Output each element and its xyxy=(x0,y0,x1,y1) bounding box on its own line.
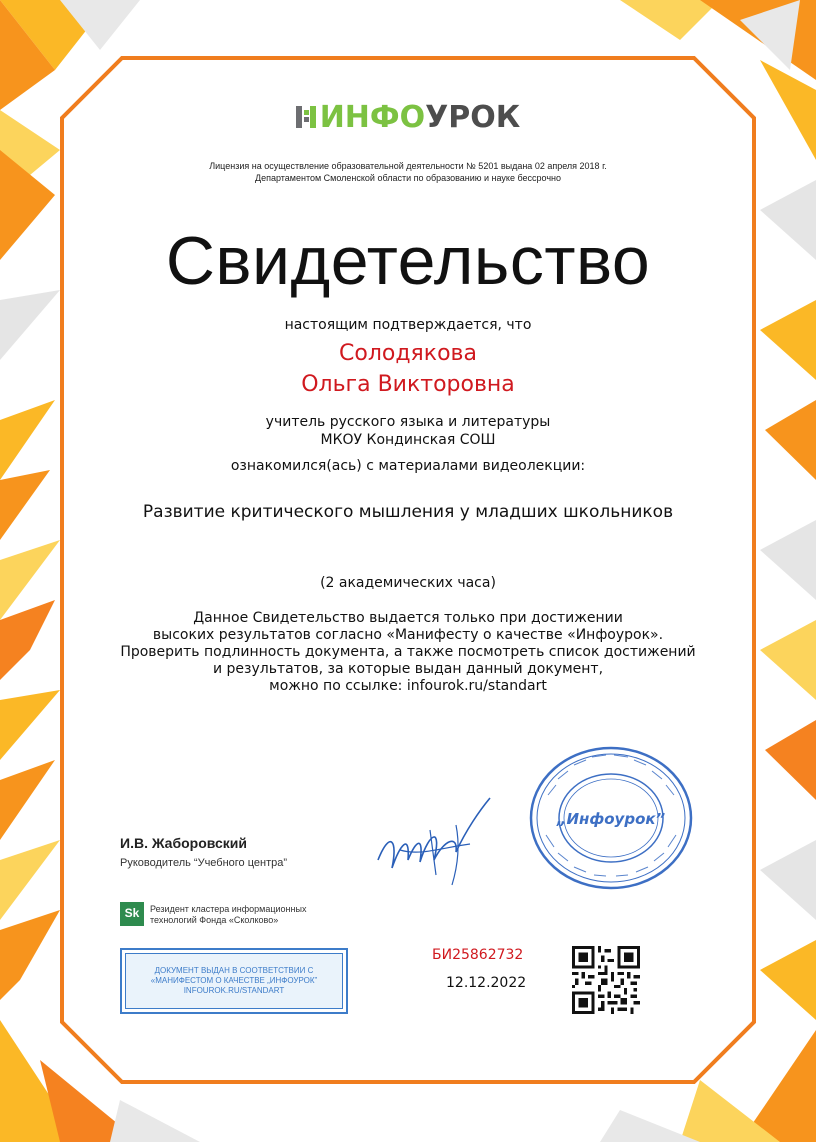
course-title: Развитие критического мышления у младших школьников xyxy=(142,502,674,522)
skolkovo-badge-text: Sk xyxy=(124,906,140,920)
qr-code-icon xyxy=(572,946,640,1014)
skolkovo-line-2: технологий Фонда «Сколково» xyxy=(150,915,279,925)
statement-line-5: можно по ссылке: infourok.ru/standart xyxy=(269,678,547,694)
manifesto-line-1: ДОКУМЕНТ ВЫДАН В СООТВЕТСТВИИ С xyxy=(154,966,314,975)
signatory-role: Руководитель “Учебного центра” xyxy=(120,857,288,869)
logo-text-part1: ИНФО xyxy=(319,100,426,135)
manifesto-line-3: INFOUROK.RU/STANDART xyxy=(183,986,285,995)
logo-text-part2: УРОК xyxy=(425,100,521,135)
statement-line-1: Данное Свидетельство выдается только при достижении xyxy=(193,610,623,626)
skolkovo-logo xyxy=(120,902,144,926)
statement-line-4: и результатов, за которые выдан данный документ, xyxy=(212,661,604,677)
certificate-id: БИ25862732 xyxy=(432,947,524,963)
manifesto-box-inner xyxy=(125,953,343,1009)
license-line-1: Лицензия на осуществление образовательной деятельности № 5201 выдана 02 апреля 2018 г. xyxy=(209,161,607,171)
hours-text: (2 академических часа) xyxy=(320,575,496,591)
certificate-date: 12.12.2022 xyxy=(446,975,527,991)
recipient-role: учитель русского языка и литературы xyxy=(265,414,551,430)
official-stamp-icon xyxy=(528,745,694,891)
recipient-organization: МКОУ Кондинская СОШ xyxy=(320,432,496,448)
logo-mark-icon xyxy=(296,103,316,129)
recipient-surname: Солодякова xyxy=(339,341,477,366)
stamp-center-text: „Инфоурок” xyxy=(556,810,666,828)
certificate-title: Свидетельство xyxy=(165,223,651,299)
manifesto-box xyxy=(120,948,348,1014)
confirm-text: настоящим подтверждается, что xyxy=(284,317,532,333)
signatory-name: И.В. Жаборовский xyxy=(120,835,248,851)
infourok-logo xyxy=(0,100,816,135)
statement-line-2: высоких результатов согласно «Манифесту о качестве «Инфоурок». xyxy=(152,627,664,643)
skolkovo-line-1: Резидент кластера информационных xyxy=(150,904,307,914)
manifesto-line-2: «МАНИФЕСТОМ О КАЧЕСТВЕ „ИНФОУРОК” xyxy=(150,976,318,985)
signature-image xyxy=(370,790,500,890)
recipient-given-names: Ольга Викторовна xyxy=(301,372,515,397)
license-line-2: Департаментом Смоленской области по образованию и науке бессрочно xyxy=(254,173,562,183)
statement-line-3: Проверить подлинность документа, а также посмотреть список достижений xyxy=(120,644,696,660)
acquainted-text: ознакомился(ась) с материалами видеолекции: xyxy=(230,458,586,474)
